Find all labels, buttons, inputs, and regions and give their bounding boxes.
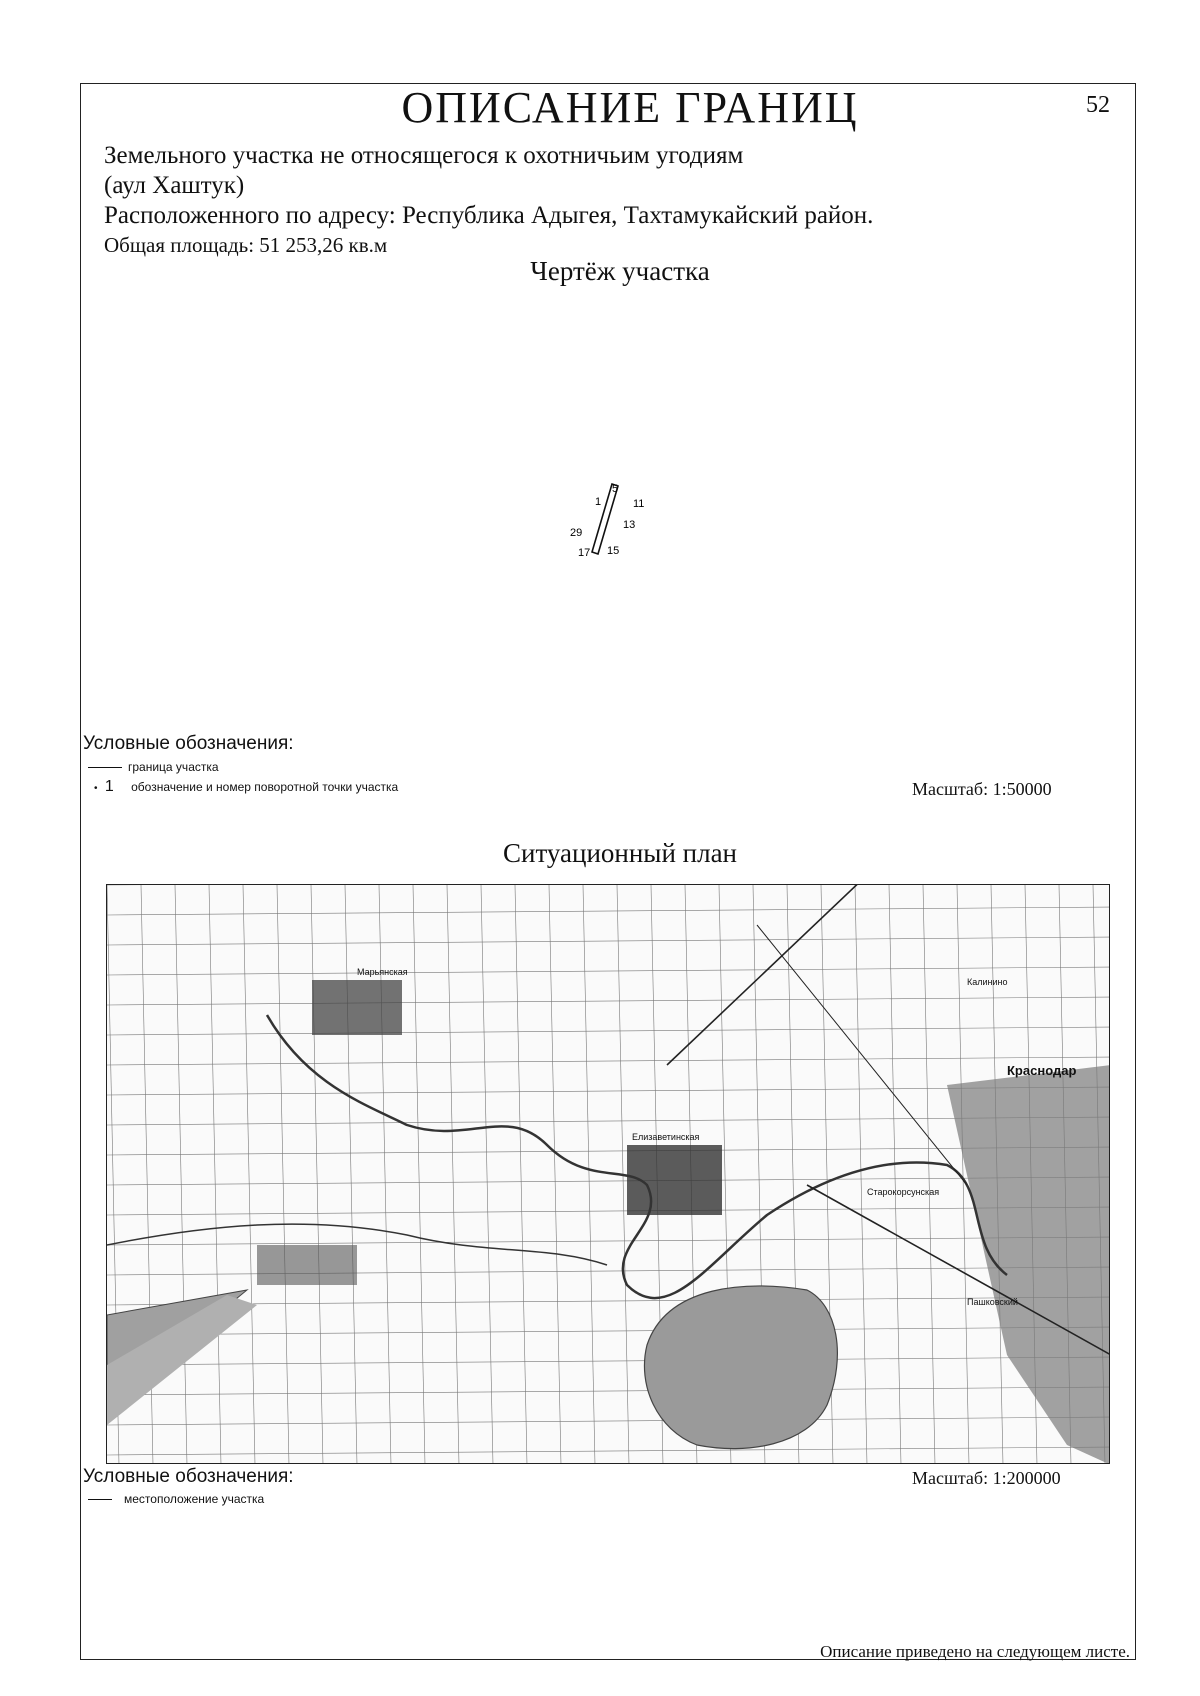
map-label-starokorsunskaya: Старокорсунская bbox=[867, 1187, 940, 1197]
location-line-symbol bbox=[88, 1499, 112, 1500]
legend2-title: Условные обозначения: bbox=[83, 1466, 294, 1487]
map-graphic bbox=[107, 885, 1110, 1464]
legend-title: Условные обозначения: bbox=[83, 733, 294, 754]
situational-plan-title: Ситуационный план bbox=[502, 838, 738, 868]
point-label-17: 17 bbox=[578, 547, 591, 559]
settlement-south bbox=[257, 1245, 357, 1285]
point-dot-symbol: • bbox=[94, 783, 98, 794]
map-label-pashkovsky: Пашковский bbox=[967, 1297, 1018, 1307]
point-label-5: 5 bbox=[612, 483, 619, 495]
boundary-line-symbol bbox=[88, 767, 122, 768]
info-line-1: Земельного участка не относящегося к охотничьим угодиям bbox=[104, 142, 744, 169]
legend-boundary-row bbox=[88, 760, 219, 774]
reservoir bbox=[644, 1286, 837, 1449]
info-line-2: (аул Хаштук) bbox=[104, 172, 245, 199]
drawing-title: Чертёж участка bbox=[530, 256, 710, 286]
page-number: 52 bbox=[1086, 92, 1110, 118]
point-label-29: 29 bbox=[570, 527, 583, 539]
legend-location-row bbox=[88, 1492, 264, 1506]
drawing-scale: Масштаб: 1:50000 bbox=[912, 779, 1052, 799]
plot-drawing bbox=[560, 470, 670, 570]
footer-note: Описание приведено на следующем листе. bbox=[820, 1642, 1130, 1661]
point-label-11: 11 bbox=[633, 498, 645, 510]
point-label-15: 15 bbox=[607, 545, 620, 557]
point-label-13: 13 bbox=[623, 519, 636, 531]
info-area: Общая площадь: 51 253,26 кв.м bbox=[104, 233, 388, 257]
legend-point-number: 1 bbox=[104, 778, 114, 795]
map-scale: Масштаб: 1:200000 bbox=[912, 1468, 1061, 1488]
legend-location-label: местоположение участка bbox=[124, 1492, 265, 1506]
legend-point-label: обозначение и номер поворотной точки участка bbox=[131, 780, 399, 794]
map-label-elizavetinskaya: Елизаветинская bbox=[632, 1132, 700, 1142]
document-title: ОПИСАНИЕ ГРАНИЦ bbox=[401, 83, 859, 132]
settlement-maryanskaya bbox=[312, 980, 402, 1035]
legend-point-row bbox=[94, 778, 398, 796]
point-label-1: 1 bbox=[595, 496, 602, 508]
map-label-kalinino: Калинино bbox=[967, 977, 1008, 987]
map-label-maryanskaya: Марьянская bbox=[357, 967, 408, 977]
legend-boundary-label: граница участка bbox=[128, 760, 219, 774]
situational-map bbox=[106, 884, 1110, 1464]
map-label-krasnodar: Краснодар bbox=[1007, 1063, 1077, 1078]
info-address: Расположенного по адресу: Республика Адыгея, Тахтамукайский район. bbox=[104, 202, 874, 229]
